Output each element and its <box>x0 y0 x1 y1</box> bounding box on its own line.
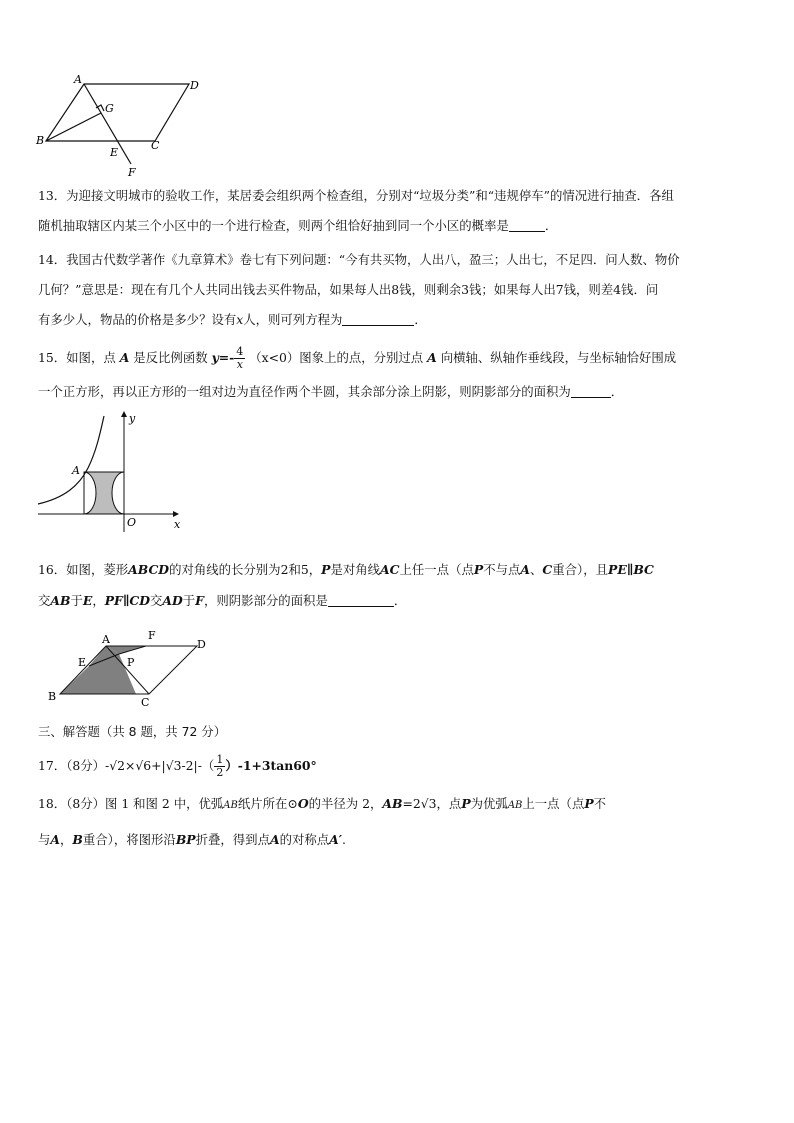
q18-line2 <box>38 832 758 848</box>
q16-text-k: 于 <box>182 593 196 608</box>
q16-f: F <box>195 593 204 608</box>
q16-p: P <box>321 562 331 577</box>
q18-o: O <box>297 796 309 811</box>
q17-expression-end: ）-1+3tan60° <box>225 758 317 773</box>
q18-p-2: P <box>584 796 594 811</box>
q18-end: . <box>342 832 346 847</box>
q15-text-d: 向横轴、纵轴作垂线段，与坐标轴恰好围成 <box>440 350 677 365</box>
q13-answer-blank[interactable] <box>509 219 545 232</box>
q15-fraction-num: 4 <box>236 345 244 358</box>
q16-text-j: 交 <box>150 593 163 608</box>
q13-line2 <box>38 218 758 234</box>
q15-text-c: 图象上的点，分别过点 <box>299 350 424 365</box>
label-f: F <box>128 166 136 179</box>
q18-a-2: A <box>269 832 280 847</box>
q16-ad: AD <box>162 593 183 608</box>
q18-text-k: 折叠，得到点 <box>195 832 270 847</box>
q16-line1 <box>38 562 758 578</box>
q16-text-i: ， <box>92 593 105 608</box>
label-c: C <box>141 696 150 708</box>
q14-line3 <box>38 312 758 328</box>
q15-fraction-den: x <box>236 358 243 371</box>
q15-fn-y: y <box>211 350 219 365</box>
q18-b: B <box>72 832 83 847</box>
q16-text-c: 是对角线 <box>330 562 381 577</box>
section-heading: 三、解答题（共 8 题，共 72 分） <box>38 724 227 739</box>
figure-inverse-function <box>34 408 194 534</box>
q18-text-i: ， <box>60 832 73 847</box>
q18-text-b: 纸片所在⊙ <box>237 796 298 811</box>
label-y: y <box>129 412 136 425</box>
q18-text-l: 的对称点 <box>279 832 330 847</box>
q16-text-g: 交 <box>38 593 51 608</box>
q17-fraction <box>214 754 225 779</box>
q15-fraction <box>234 346 245 371</box>
q15-end: ． <box>610 384 624 399</box>
q18-a: A <box>50 832 61 847</box>
q15-text-line2: 一个正方形，再以正方形的一组对边为直径作两个半圆，其余部分涂上阴影，则阴影部分的面积为 <box>38 384 571 399</box>
parallelogram-abcd <box>46 84 189 141</box>
q17-label: 17．（8分） <box>38 758 106 773</box>
figure-parallelogram <box>34 72 214 180</box>
label-a: A <box>74 73 82 86</box>
label-p: P <box>127 656 135 669</box>
q13-end: ． <box>544 218 558 233</box>
label-d: D <box>190 79 199 92</box>
q18-ab: AB <box>382 796 403 811</box>
q16-e: E <box>82 593 93 608</box>
q18-line1 <box>38 796 758 814</box>
q18-arc-2: AB <box>507 800 523 811</box>
q18-text-g: 不 <box>593 796 607 811</box>
q15-condition: （x<0） <box>249 350 300 365</box>
q16-text-f: 重合），且 <box>552 562 609 577</box>
q16-text-b: 的对角线的长分别为2和5， <box>169 562 322 577</box>
q17-line <box>38 754 758 779</box>
q16-text-d: 上任一点（点 <box>399 562 474 577</box>
q15-fn-eq: =- <box>218 350 235 365</box>
q15-line1 <box>38 346 758 371</box>
label-a: A <box>102 633 110 646</box>
q14-answer-blank[interactable] <box>342 313 414 326</box>
figure-rhombus <box>44 626 224 708</box>
q16-text-a: 16．如图，菱形 <box>38 562 129 577</box>
q18-text-a: 18．（8分）图 1 和图 2 中，优弧 <box>38 796 224 811</box>
q16-abcd: ABCD <box>128 562 170 577</box>
label-f: F <box>148 629 156 642</box>
q16-text-l: ，则阴影部分的面积是 <box>203 593 328 608</box>
q18-bp: BP <box>175 832 196 847</box>
q17-fraction-num: 1 <box>216 753 224 766</box>
label-c: C <box>151 139 160 152</box>
q17-fraction-den: 2 <box>216 766 224 779</box>
segment-af <box>84 84 131 164</box>
label-e: E <box>78 656 87 669</box>
q16-a: A <box>520 562 530 577</box>
q18-text-f: 上一点（点 <box>522 796 585 811</box>
q16-ac: AC <box>380 562 400 577</box>
q14-end: ． <box>414 312 427 327</box>
q15-text-b: 是反比例函数 <box>133 350 208 365</box>
q18-p: P <box>461 796 471 811</box>
q16-p-2: P <box>473 562 484 577</box>
q16-c: C <box>542 562 553 577</box>
q14-text-a: 有多少人，物品的价格是多少？设有 <box>38 312 237 327</box>
label-b: B <box>36 134 45 147</box>
q15-answer-blank[interactable] <box>571 385 611 398</box>
q13-line1: 13．为迎接文明城市的验收工作，某居委会组织两个检查组，分别对“垃圾分类”和“违规停车”的情况进行抽查．各组 <box>38 188 674 203</box>
q16-line2 <box>38 593 758 609</box>
q14-text-b: 人，则可列方程为 <box>243 312 343 327</box>
q16-pe-parallel: PE∥BC <box>608 562 654 577</box>
q13-text: 随机抽取辖区内某三个小区中的一个进行检查，则两个组恰好抽到同一个小区的概率是 <box>38 218 509 233</box>
label-g: G <box>105 102 114 115</box>
q15-point-a: A <box>119 350 130 365</box>
q15-line2 <box>38 384 758 400</box>
q18-text-h: 与 <box>38 832 51 847</box>
label-x: x <box>174 518 181 531</box>
q16-text-h: 于 <box>70 593 83 608</box>
q16-ab: AB <box>50 593 71 608</box>
q16-end: ． <box>393 593 407 608</box>
label-o: O <box>127 516 137 529</box>
q18-text-d: =2√3，点 <box>402 796 462 811</box>
label-a: A <box>72 464 80 477</box>
q16-pf-parallel: PF∥CD <box>104 593 150 608</box>
q16-sep: 、 <box>529 562 543 577</box>
q18-text-j: 重合），将图形沿 <box>82 832 176 847</box>
q16-text-e: 不与点 <box>483 562 521 577</box>
q18-text-e: 为优弧 <box>470 796 508 811</box>
q16-answer-blank[interactable] <box>328 594 394 607</box>
q14-line2: 几何？”意思是：现在有几个人共同出钱去买件物品，如果每人出8钱，则剩余3钱；如果每人出7钱，则差4钱．问 <box>38 282 659 297</box>
q14-line1: 14．我国古代数学著作《九章算术》卷七有下列问题：“今有共买物，人出八，盈三；人出七，不足四．问人数、物价 <box>38 252 680 267</box>
q18-text-c: 的半径为 2， <box>308 796 383 811</box>
q14-variable: x <box>236 312 244 327</box>
q17-expression: -√2×√6+|√3-2|-（ <box>105 758 215 773</box>
label-b: B <box>48 690 57 703</box>
segment-bg <box>46 113 101 141</box>
label-e: E <box>110 146 119 159</box>
shaded-region-lower <box>60 646 136 694</box>
q18-a-prime: A′ <box>329 832 343 847</box>
q18-arc: AB <box>223 800 238 811</box>
q15-point-a-2: A <box>427 350 437 365</box>
q15-text-a: 15．如图，点 <box>38 350 116 365</box>
label-d: D <box>197 638 206 651</box>
